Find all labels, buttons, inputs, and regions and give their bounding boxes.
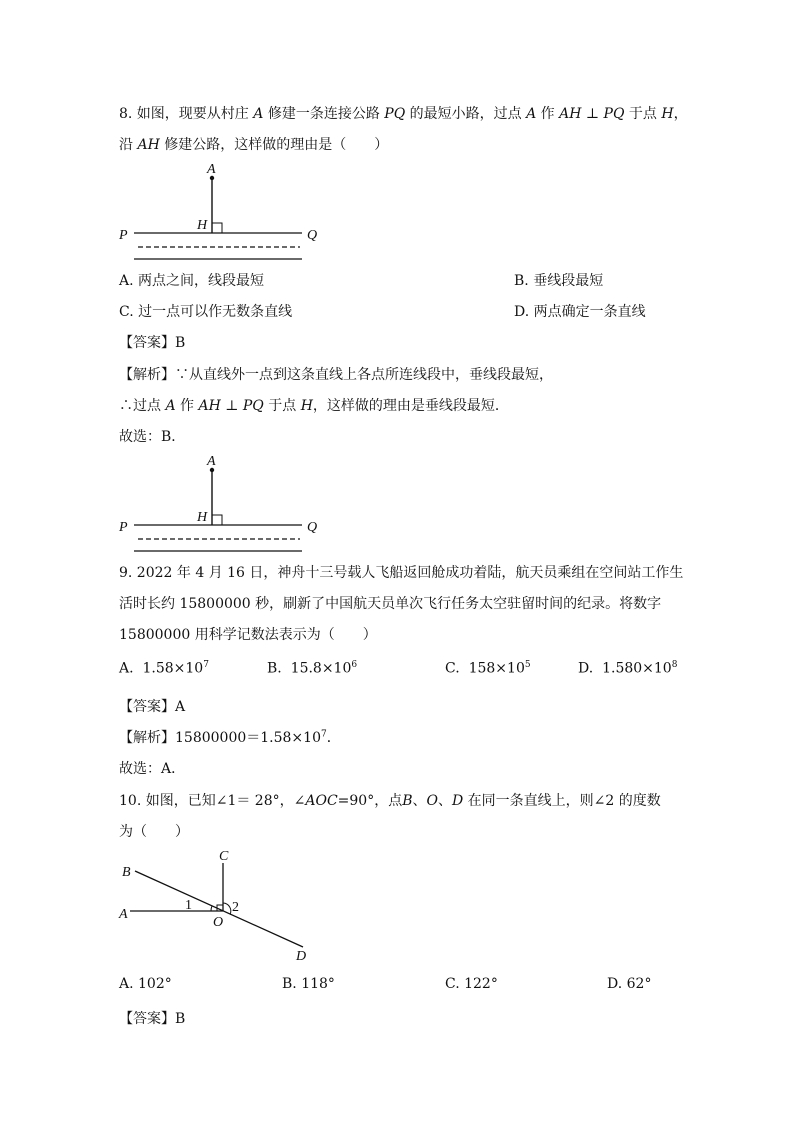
option-exponent: 8 xyxy=(671,660,678,670)
q8-perp-symbol: ⊥ xyxy=(581,106,604,122)
q9-option-d xyxy=(578,660,677,677)
option-exponent: 7 xyxy=(203,660,209,670)
analysis-label: 【解析】 xyxy=(119,367,175,383)
answer-label: 【答案】 xyxy=(119,1011,175,1027)
q8-perp-symbol: ⊥ xyxy=(220,398,243,414)
q8-analysis-line2 xyxy=(119,395,509,415)
analysis-text: ∴过点 xyxy=(119,398,166,414)
q10-var-O: O xyxy=(426,793,438,809)
analysis-text: 作 xyxy=(175,398,199,414)
label-C: C xyxy=(219,849,229,864)
option-value: 15.8×10 xyxy=(290,660,352,677)
q8-stem-text: 作 xyxy=(536,106,560,122)
option-label: A. xyxy=(119,660,134,677)
q8-var-A: A xyxy=(253,106,264,122)
option-exponent: 5 xyxy=(524,660,531,670)
q8-stem-text: 修建公路，这样做的理由是（ ） xyxy=(159,137,389,153)
label-A: A xyxy=(207,162,216,177)
q8-stem-text: 沿 xyxy=(119,137,138,153)
right-angle-mark xyxy=(212,515,222,525)
analysis-text: ，这样做的理由是垂线段最短． xyxy=(312,398,509,414)
option-value: 158×10 xyxy=(468,660,525,677)
q8-var-PQ: PQ xyxy=(242,398,264,414)
q8-answer xyxy=(119,332,185,352)
q8-stem-text: 8. 如图，现要从村庄 xyxy=(119,106,254,122)
q8-var-H: H xyxy=(300,398,313,414)
q8-option-b: B. 垂线段最短 xyxy=(514,273,604,289)
answer-value: A xyxy=(175,699,186,715)
label-angle-1: 1 xyxy=(185,898,192,913)
analysis-exponent: 7 xyxy=(320,729,327,740)
q8-choose: 故选：B． xyxy=(119,429,186,445)
q8-option-c: C. 过一点可以作无数条直线 xyxy=(119,304,293,320)
option-label: D. xyxy=(578,660,594,677)
q9-answer xyxy=(119,696,185,716)
q8-option-a: A. 两点之间，线段最短 xyxy=(119,273,265,289)
label-A: A xyxy=(119,907,128,922)
q9-stem-line3: 15800000 用科学记数法表示为（ ） xyxy=(119,627,377,643)
q10-stem-line1 xyxy=(119,790,661,810)
q8-var-AH: AH xyxy=(198,398,221,414)
option-label: C. xyxy=(445,660,460,677)
angle-1-arc xyxy=(211,906,212,911)
label-H: H xyxy=(197,510,208,525)
q10-option-b: B. 118° xyxy=(282,976,335,992)
q10-answer xyxy=(119,1008,185,1028)
right-angle-mark xyxy=(212,223,222,233)
q8-var-AH: AH xyxy=(137,137,160,153)
line-BD xyxy=(135,871,303,947)
label-H: H xyxy=(197,218,208,233)
q8-stem-text: 修建一条连接公路 xyxy=(263,106,385,122)
label-Q: Q xyxy=(307,520,318,535)
q8-stem-text: 于点 xyxy=(624,106,662,122)
q8-var-PQ: PQ xyxy=(384,106,406,122)
q8-stem-text: 的最短小路，过点 xyxy=(405,106,527,122)
q10-var-D: D xyxy=(452,793,464,809)
option-label: B. xyxy=(267,660,282,677)
analysis-text: ． xyxy=(326,730,341,746)
label-Q: Q xyxy=(307,228,318,243)
q10-stem-text: =90°，点 xyxy=(337,793,403,809)
q10-stem-text: 、 xyxy=(438,793,452,809)
option-value: 1.58×10 xyxy=(142,660,204,677)
q10-stem-text: 10. 如图，已知∠1＝ 28°，∠ xyxy=(119,793,306,809)
q10-stem-text: 在同一条直线上，则∠2 的度数 xyxy=(463,793,661,809)
analysis-text: 15800000＝1.58×10 xyxy=(175,730,321,746)
answer-value: B xyxy=(175,335,186,351)
q10-figure xyxy=(110,843,330,968)
q8-analysis-line1 xyxy=(119,364,553,384)
q8-analysis-figure xyxy=(112,452,332,552)
answer-label: 【答案】 xyxy=(119,335,175,351)
label-O: O xyxy=(213,915,224,930)
q9-choose: 故选：A． xyxy=(119,761,186,777)
q10-stem-text: 、 xyxy=(412,793,427,809)
q10-option-c: C. 122° xyxy=(445,976,498,992)
option-value: 1.580×10 xyxy=(602,660,672,677)
q8-stem-line1 xyxy=(119,103,688,123)
q8-option-d: D. 两点确定一条直线 xyxy=(514,304,646,320)
answer-label: 【答案】 xyxy=(119,699,175,715)
label-B: B xyxy=(122,865,131,880)
label-P: P xyxy=(119,228,128,243)
q9-stem-line2: 活时长约 15800000 秒，刷新了中国航天员单次飞行任务太空驻留时间的纪录。将数字 xyxy=(119,596,662,612)
q8-stem-line2 xyxy=(119,134,388,154)
q8-figure xyxy=(112,160,332,260)
q9-option-b xyxy=(267,660,357,677)
q10-var-B: B xyxy=(402,793,413,809)
q8-stem-text: ， xyxy=(673,106,688,122)
label-P: P xyxy=(119,520,128,535)
q10-var-AOC: AOC xyxy=(305,793,338,809)
q10-stem-line2: 为（ ） xyxy=(119,824,189,840)
q8-var-AH: AH xyxy=(559,106,582,122)
q8-var-A: A xyxy=(165,398,176,414)
analysis-text: ∵从直线外一点到这条直线上各点所连线段中，垂线段最短， xyxy=(175,367,553,383)
q8-var-A: A xyxy=(526,106,537,122)
analysis-text: 于点 xyxy=(263,398,301,414)
label-angle-2: 2 xyxy=(232,900,239,915)
q9-stem-line1: 9. 2022 年 4 月 16 日，神舟十三号载人飞船返回舱成功着陆，航天员乘组在空间站工作生 xyxy=(119,565,684,581)
option-exponent: 6 xyxy=(351,660,358,670)
q9-option-a xyxy=(119,660,209,677)
label-A: A xyxy=(207,454,216,469)
q9-analysis xyxy=(119,727,341,747)
answer-value: B xyxy=(175,1011,186,1027)
q10-option-a: A. 102° xyxy=(119,976,172,992)
q10-option-d: D. 62° xyxy=(607,976,652,992)
label-D: D xyxy=(296,949,307,964)
analysis-label: 【解析】 xyxy=(119,730,175,746)
q9-option-c xyxy=(445,660,531,677)
q8-var-PQ: PQ xyxy=(603,106,625,122)
q8-var-H: H xyxy=(661,106,674,122)
